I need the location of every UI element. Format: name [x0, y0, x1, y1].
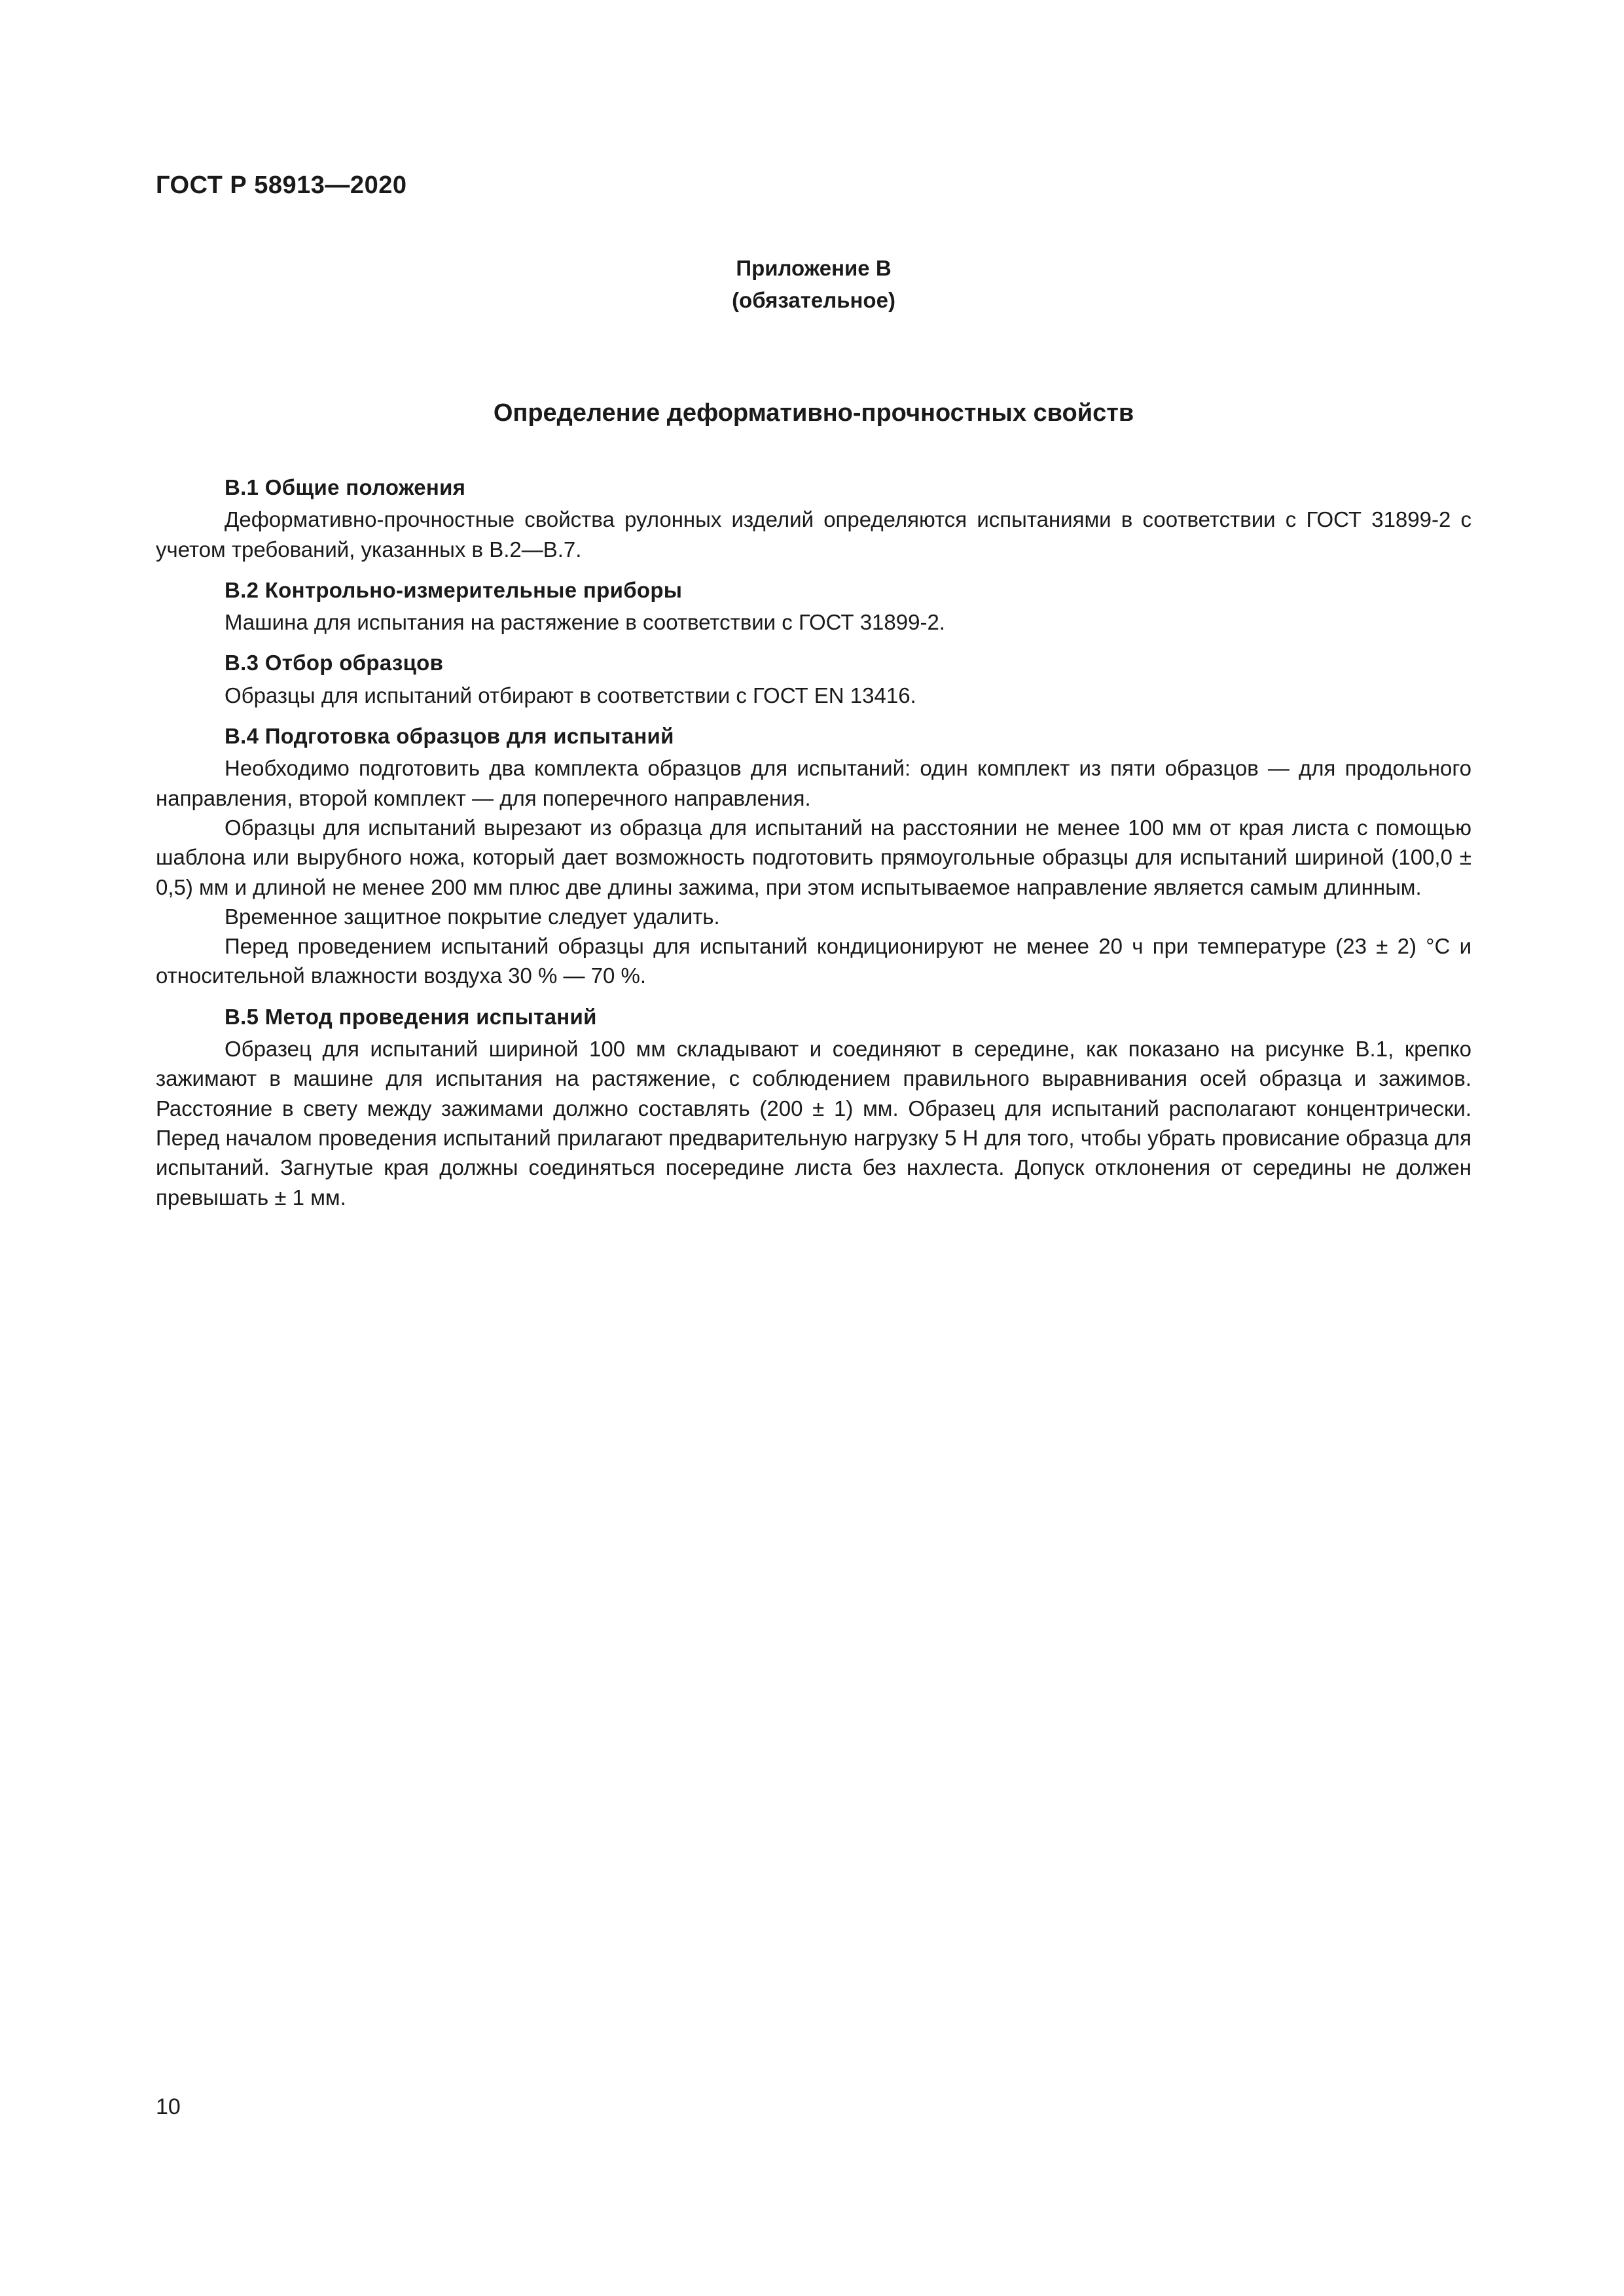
section-b4 — [156, 721, 1471, 991]
page-number: 10 — [156, 2094, 181, 2119]
section-heading: В.3 Отбор образцов — [225, 651, 444, 675]
section-heading: В.2 Контрольно-измерительные приборы — [225, 577, 683, 602]
annex-heading — [156, 252, 1471, 316]
section-heading: В.4 Подготовка образцов для испытаний — [225, 724, 674, 749]
annex-title: Приложение В — [736, 256, 892, 280]
annex-main-title: Определение деформативно-прочностных свойств — [493, 399, 1134, 427]
paragraph: Образцы для испытаний вырезают из образца для испытаний на расстоянии не менее 100 мм от края листа с помощью шаблона или вырубного ножа, который дает возможность подготовить прямоугольные образцы для испытаний шириной (100,0 ± 0,5) мм и длиной не менее 200 мм плюс две длины зажима, при этом испытываемое направление является самым длинным. — [156, 815, 1471, 899]
paragraph: Временное защитное покрытие следует удалить. — [225, 904, 720, 929]
annex-body — [156, 473, 1471, 1212]
section-heading: В.1 Общие положения — [225, 475, 466, 499]
section-b5 — [156, 1002, 1471, 1212]
document-code: ГОСТ Р 58913—2020 — [156, 171, 407, 199]
paragraph: Образец для испытаний шириной 100 мм складывают и соединяют в середине, как показано на рисунке В.1, крепко зажимают в машине для испытания на растяжение, с соблюдением правильного выравнивания осей образца и зажимов. Расстояние в свету между зажимами должно составлять (200 ± 1) мм. Образец для испытаний располагают концентрически. Перед началом проведения испытаний прилагают предварительную нагрузку 5 Н для того, чтобы убрать провисание образца для испытаний. Загнутые края должны соединяться посередине листа без нахлеста. Допуск отклонения от середины не должен превышать ± 1 мм. — [156, 1037, 1471, 1210]
section-b2 — [156, 575, 1471, 637]
paragraph: Перед проведением испытаний образцы для испытаний кондиционируют не менее 20 ч при температуре (23 ± 2) °С и относительной влажности воздуха 30 % — 70 %. — [156, 934, 1471, 988]
paragraph: Необходимо подготовить два комплекта образцов для испытаний: один комплект из пяти образцов — для продольного направления, второй комплект — для поперечного направления. — [156, 756, 1471, 810]
section-b3 — [156, 648, 1471, 710]
paragraph: Образцы для испытаний отбирают в соответствии с ГОСТ EN 13416. — [225, 683, 916, 708]
section-b1 — [156, 473, 1471, 564]
paragraph: Машина для испытания на растяжение в соответствии с ГОСТ 31899-2. — [225, 610, 945, 635]
section-heading: В.5 Метод проведения испытаний — [225, 1004, 597, 1029]
paragraph: Деформативно-прочностные свойства рулонных изделий определяются испытаниями в соответствии с ГОСТ 31899-2 с учетом требований, указанных в В.2—В.7. — [156, 507, 1471, 562]
annex-status: (обязательное) — [732, 288, 895, 312]
